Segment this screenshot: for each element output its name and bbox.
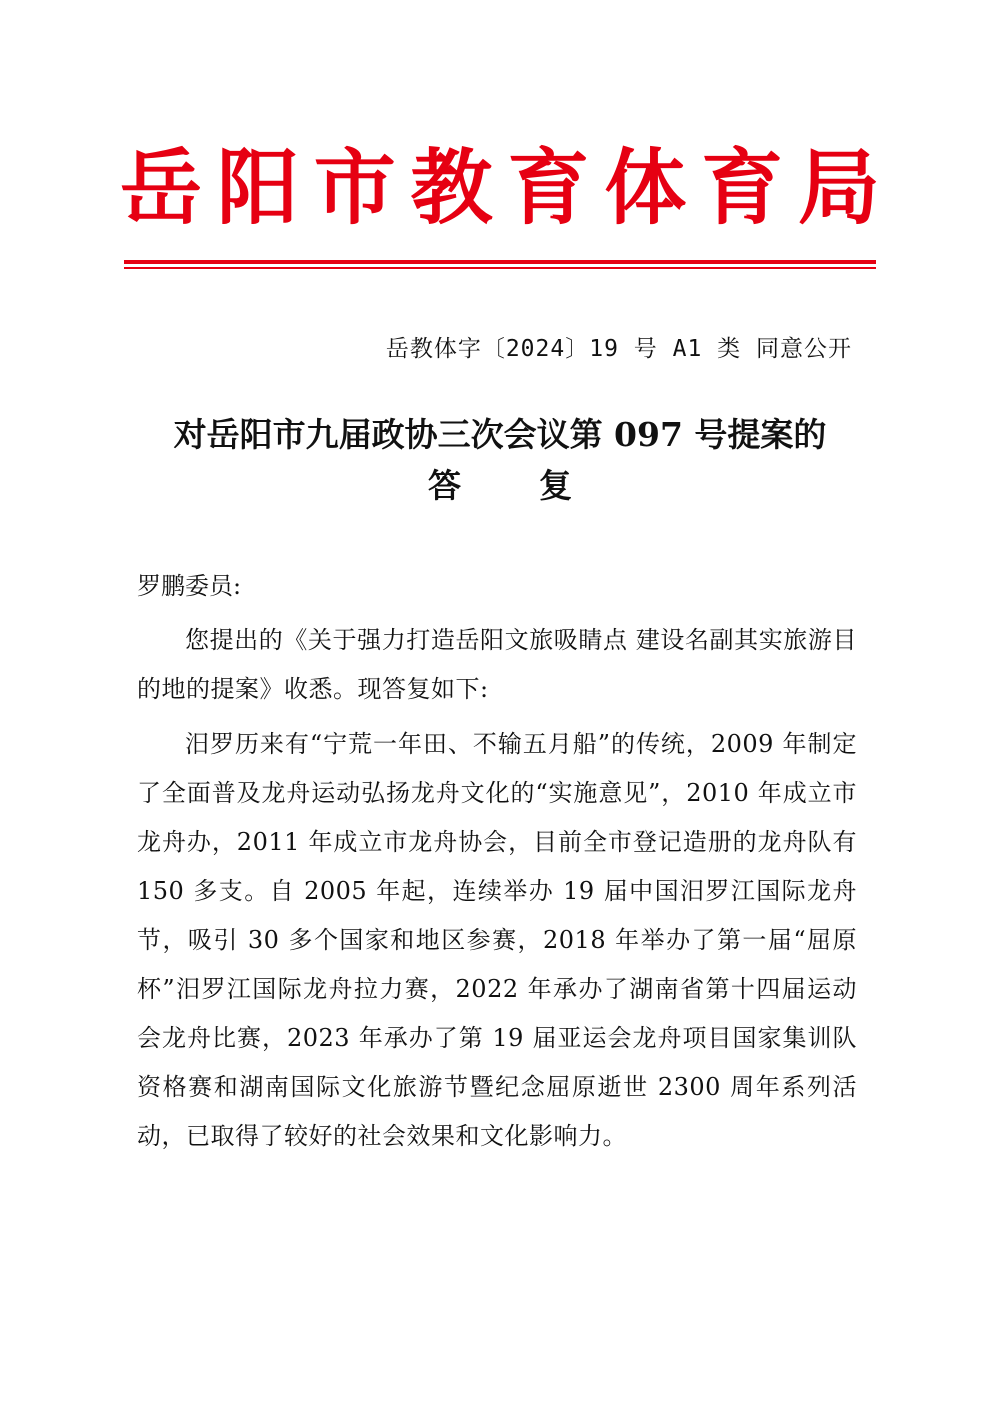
header-char: 教 bbox=[410, 140, 493, 236]
header-divider-thick bbox=[124, 260, 876, 264]
issuing-authority-header bbox=[120, 138, 880, 238]
document-subtitle: 答复 bbox=[428, 466, 650, 505]
header-char: 市 bbox=[313, 140, 396, 236]
body-paragraph: 汨罗历来有“宁荒一年田、不输五月船”的传统，2009 年制定了全面普及龙舟运动弘扬龙舟文化的“实施意见”，2010 年成立市龙舟办，2011 年成立市龙舟协会，目前全市登记造册的龙舟队有 150 多支。自 2005 年起，连续举办 19 届中国汨罗江国际龙舟节，吸引 30 多个国家和地区参赛，2018 年举办了第一届“屈原杯”汨罗江国际龙舟拉力赛，2022 年承办了湖南省第十四届运动会龙舟比赛，2023 年承办了第 19 届亚运会龙舟项目国家集训队资格赛和湖南国际文化旅游节暨纪念屈原逝世 2300 周年系列活动，已取得了较好的社会效果和文化影响力。 bbox=[137, 730, 857, 1150]
salutation: 罗鹏委员: bbox=[137, 572, 242, 600]
header-char: 阳 bbox=[216, 140, 299, 236]
header-char: 育 bbox=[507, 140, 590, 236]
header-char: 育 bbox=[701, 140, 784, 236]
document-number: 岳教体字〔2024〕19 号 A1 类 同意公开 bbox=[385, 336, 852, 362]
header-char: 体 bbox=[604, 140, 687, 236]
header-divider-thin bbox=[124, 267, 876, 269]
document-title: 对岳阳市九届政协三次会议第 097 号提案的 bbox=[173, 415, 827, 454]
header-char: 岳 bbox=[120, 140, 203, 236]
header-char: 局 bbox=[797, 140, 880, 236]
body-paragraph: 您提出的《关于强力打造岳阳文旅吸睛点 建设名副其实旅游目的地的提案》收悉。现答复如下: bbox=[137, 626, 857, 703]
